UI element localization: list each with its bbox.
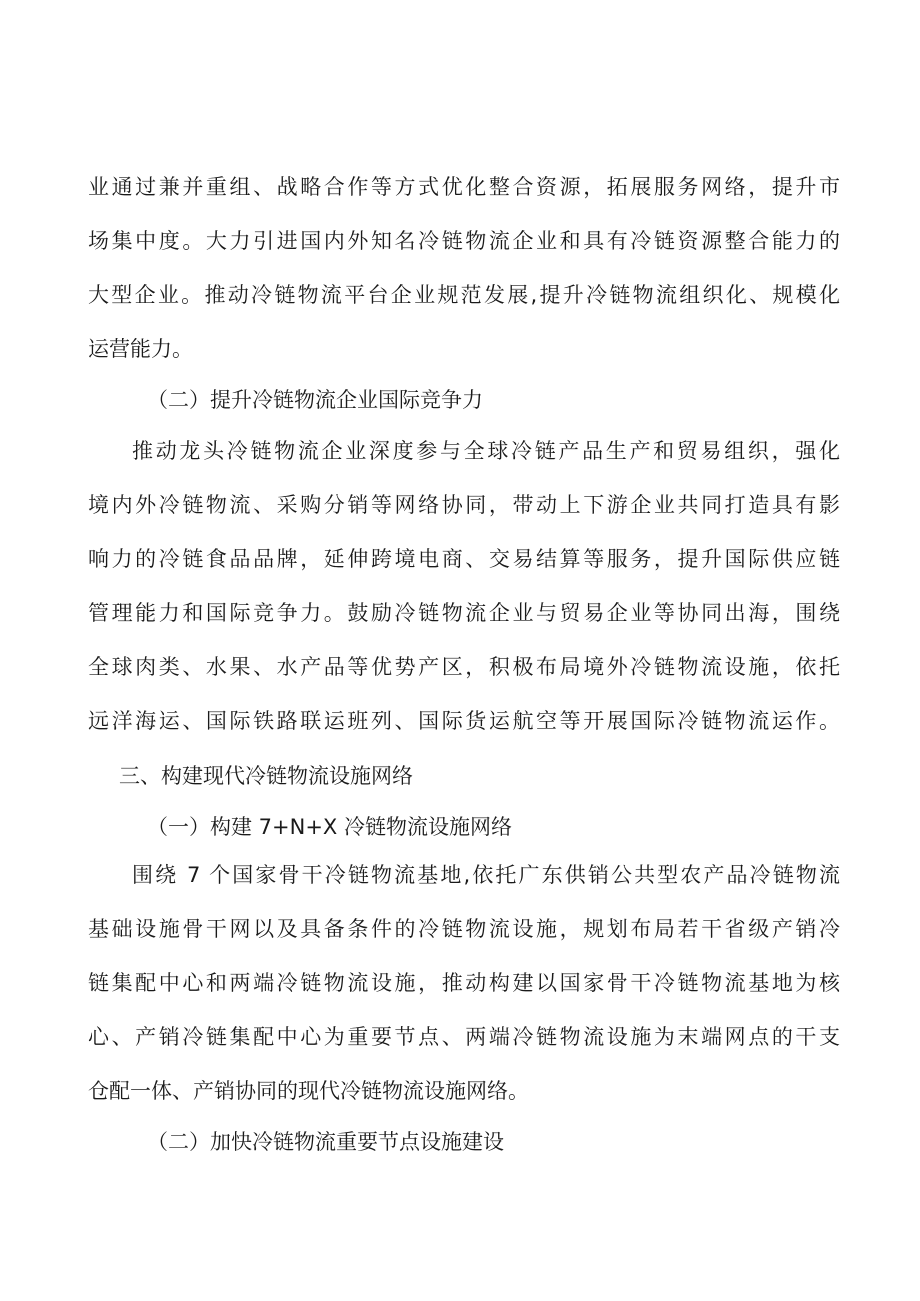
paragraph-line: 基础设施骨干网以及具备条件的冷链物流设施，规划布局若干省级产销冷 (88, 917, 840, 941)
paragraph-line: 大型企业。推动冷链物流平台企业规范发展,提升冷链物流组织化、规模化 (88, 283, 840, 307)
section-heading: 三、构建现代冷链物流设施网络 (119, 764, 413, 788)
paragraph-line: 业通过兼并重组、战略合作等方式优化整合资源，拓展服务网络，提升市 (88, 175, 840, 199)
paragraph-line: 全球肉类、水果、水产品等优势产区，积极布局境外冷链物流设施，依托 (88, 655, 840, 679)
paragraph-line: 推动龙头冷链物流企业深度参与全球冷链产品生产和贸易组织，强化 (132, 439, 840, 463)
paragraph-line: 境内外冷链物流、采购分销等网络协同，带动上下游企业共同打造具有影 (88, 493, 840, 517)
paragraph-line: 链集配中心和两端冷链物流设施，推动构建以国家骨干冷链物流基地为核 (88, 971, 840, 995)
paragraph-line: 心、产销冷链集配中心为重要节点、两端冷链物流设施为末端网点的干支 (88, 1025, 840, 1049)
subsection-heading: （一）构建 7+N+X 冷链物流设施网络 (147, 815, 512, 839)
paragraph-line: 远洋海运、国际铁路联运班列、国际货运航空等开展国际冷链物流运作。 (88, 709, 840, 733)
paragraph-line: 场集中度。大力引进国内外知名冷链物流企业和具有冷链资源整合能力的 (88, 229, 840, 253)
subsection-heading: （二）提升冷链物流企业国际竞争力 (147, 388, 483, 412)
subsection-heading: （二）加快冷链物流重要节点设施建设 (147, 1130, 504, 1154)
paragraph-line: 响力的冷链食品品牌，延伸跨境电商、交易结算等服务，提升国际供应链 (88, 547, 840, 571)
paragraph-line: 管理能力和国际竞争力。鼓励冷链物流企业与贸易企业等协同出海，围绕 (88, 601, 840, 625)
paragraph-line: 围绕 7 个国家骨干冷链物流基地,依托广东供销公共型农产品冷链物流 (132, 863, 840, 887)
paragraph-line: 运营能力。 (88, 337, 193, 361)
paragraph-line: 仓配一体、产销协同的现代冷链物流设施网络。 (88, 1079, 529, 1103)
